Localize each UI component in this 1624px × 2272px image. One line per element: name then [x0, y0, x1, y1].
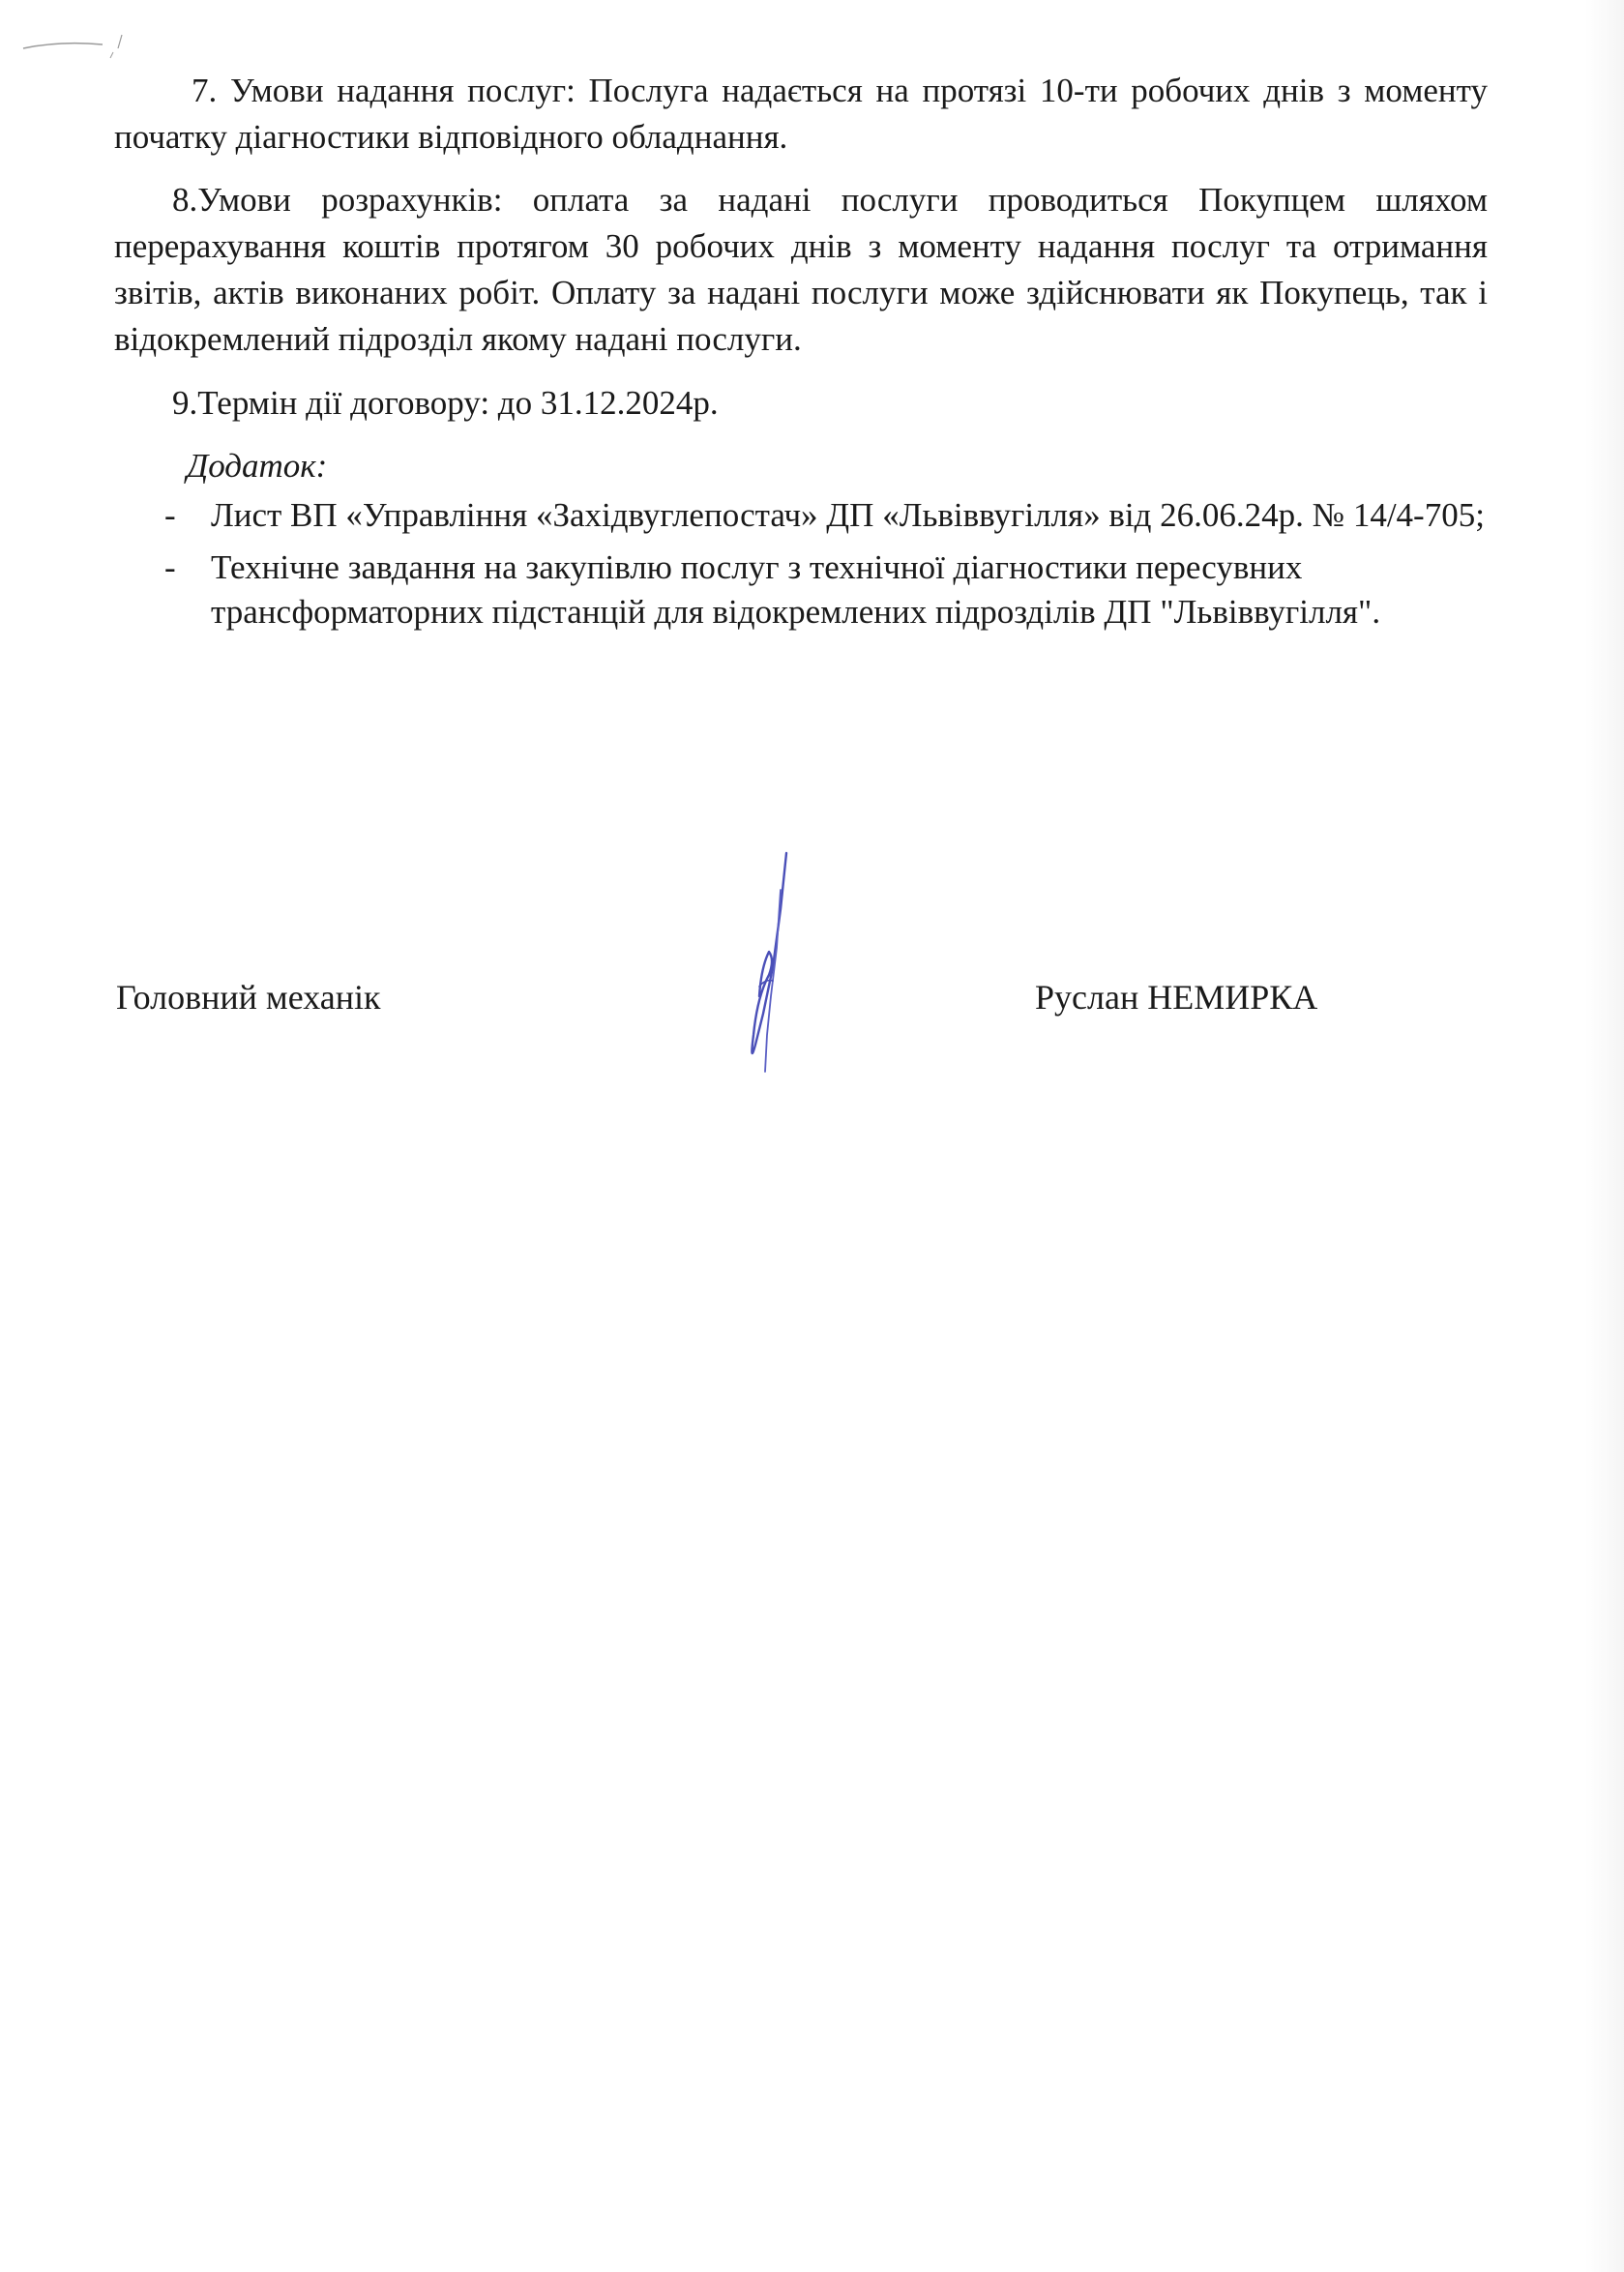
paragraph-payment-terms: 8.Умови розрахунків: оплата за надані послуги проводиться Покупцем шляхом перерахування коштів протягом 30 робочих днів з моменту надання послуг та отримання звітів, актів виконаних робіт. Оплату за надані послуги може здійснювати як Покупець, так і відокремлений підрозділ якому надані послуги. — [114, 181, 1488, 358]
attachment-item-technical-task: Технічне завдання на закупівлю послуг з технічної діагностики пересувних трансформаторних підстанцій для відокремлених підрозділів ДП "Львіввугілля". — [211, 548, 1381, 631]
signatory-name: Руслан НЕМИРКА — [1035, 978, 1318, 1017]
list-dash: - — [164, 496, 176, 534]
paragraph-service-terms: 7. Умови надання послуг: Послуга надається на протязі 10-ти робочих днів з моменту початку діагностики відповідного обладнання. — [114, 72, 1488, 156]
signatory-role: Головний механік — [116, 978, 381, 1017]
list-item — [155, 546, 1490, 634]
paragraph-contract-term: 9.Термін дії договору: до 31.12.2024р. — [172, 384, 719, 422]
signature-row — [0, 958, 1624, 1074]
scan-artifact-mark — [21, 27, 128, 66]
attachment-list — [155, 493, 1490, 642]
list-dash: - — [164, 548, 176, 586]
attachment-item-letter: Лист ВП «Управління «Західвуглепостач» ДП «Львіввугілля» від 26.06.24р. № 14/4-705; — [211, 496, 1485, 534]
handwritten-signature — [730, 851, 808, 1074]
scan-edge-shadow — [1585, 0, 1624, 2272]
list-item — [155, 493, 1490, 538]
attachment-title: Додаток: — [187, 447, 328, 485]
